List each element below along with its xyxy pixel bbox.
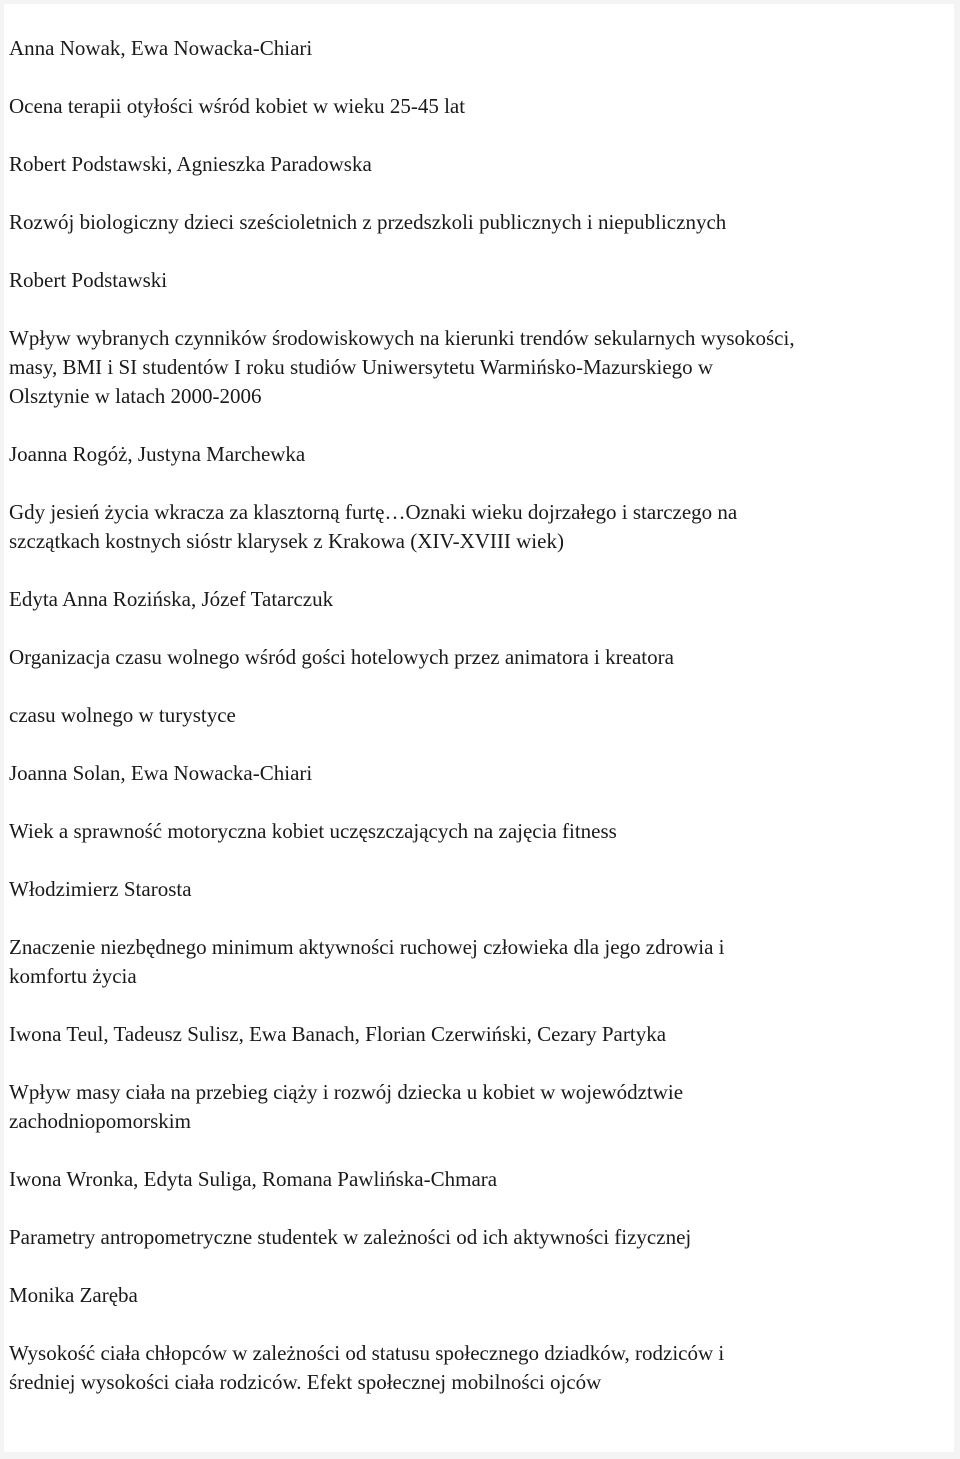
article-title-line: szczątkach kostnych sióstr klarysek z Krakowa (XIV-XVIII wiek) bbox=[9, 529, 564, 553]
document-page bbox=[4, 4, 954, 1452]
article-authors: Robert Podstawski, Agnieszka Paradowska bbox=[9, 152, 372, 176]
article-authors: Robert Podstawski bbox=[9, 268, 168, 292]
article-title-line: masy, BMI i SI studentów I roku studiów Uniwersytetu Warmińsko-Mazurskiego w bbox=[9, 355, 714, 379]
article-entry bbox=[9, 875, 949, 1020]
article-title-line: Wiek a sprawność motoryczna kobiet uczęszczających na zajęcia fitness bbox=[9, 819, 617, 843]
article-entry bbox=[9, 1281, 949, 1397]
article-title-line: Olsztynie w latach 2000-2006 bbox=[9, 384, 262, 408]
article-title-line: Rozwój biologiczny dzieci sześcioletnich z przedszkoli publicznych i niepublicznych bbox=[9, 210, 727, 234]
article-entry bbox=[9, 1020, 949, 1165]
article-entry bbox=[9, 440, 949, 585]
article-title-line: Organizacja czasu wolnego wśród gości hotelowych przez animatora i kreatora bbox=[9, 645, 674, 669]
article-title-line: średniej wysokości ciała rodziców. Efekt społecznej mobilności ojców bbox=[9, 1370, 602, 1394]
article-title-line: komfortu życia bbox=[9, 964, 137, 988]
article-title-continuation: czasu wolnego w turystyce bbox=[9, 703, 236, 727]
article-authors: Monika Zaręba bbox=[9, 1283, 138, 1307]
article-authors: Włodzimierz Starosta bbox=[9, 877, 192, 901]
article-title-line: Ocena terapii otyłości wśród kobiet w wieku 25-45 lat bbox=[9, 94, 466, 118]
article-authors: Iwona Wronka, Edyta Suliga, Romana Pawlińska-Chmara bbox=[9, 1167, 498, 1191]
article-list bbox=[9, 34, 949, 1397]
article-title-line: Wysokość ciała chłopców w zależności od statusu społecznego dziadków, rodziców i bbox=[9, 1341, 725, 1365]
article-entry bbox=[9, 585, 949, 759]
article-entry bbox=[9, 150, 949, 266]
article-entry bbox=[9, 34, 949, 150]
article-title-line: zachodniopomorskim bbox=[9, 1109, 191, 1133]
article-title-line: Wpływ wybranych czynników środowiskowych na kierunki trendów sekularnych wysokości, bbox=[9, 326, 795, 350]
article-authors: Edyta Anna Rozińska, Józef Tatarczuk bbox=[9, 587, 334, 611]
article-authors: Anna Nowak, Ewa Nowacka-Chiari bbox=[9, 36, 313, 60]
article-authors: Joanna Rogóż, Justyna Marchewka bbox=[9, 442, 306, 466]
article-entry bbox=[9, 1165, 949, 1281]
article-title-line: Wpływ masy ciała na przebieg ciąży i rozwój dziecka u kobiet w województwie bbox=[9, 1080, 684, 1104]
article-title-line: Znaczenie niezbędnego minimum aktywności ruchowej człowieka dla jego zdrowia i bbox=[9, 935, 725, 959]
article-authors: Iwona Teul, Tadeusz Sulisz, Ewa Banach, Florian Czerwiński, Cezary Partyka bbox=[9, 1022, 667, 1046]
article-authors: Joanna Solan, Ewa Nowacka-Chiari bbox=[9, 761, 313, 785]
article-entry bbox=[9, 266, 949, 440]
article-title-line: Parametry antropometryczne studentek w zależności od ich aktywności fizycznej bbox=[9, 1225, 692, 1249]
article-title-line: Gdy jesień życia wkracza za klasztorną furtę…Oznaki wieku dojrzałego i starczego na bbox=[9, 500, 738, 524]
article-entry bbox=[9, 759, 949, 875]
